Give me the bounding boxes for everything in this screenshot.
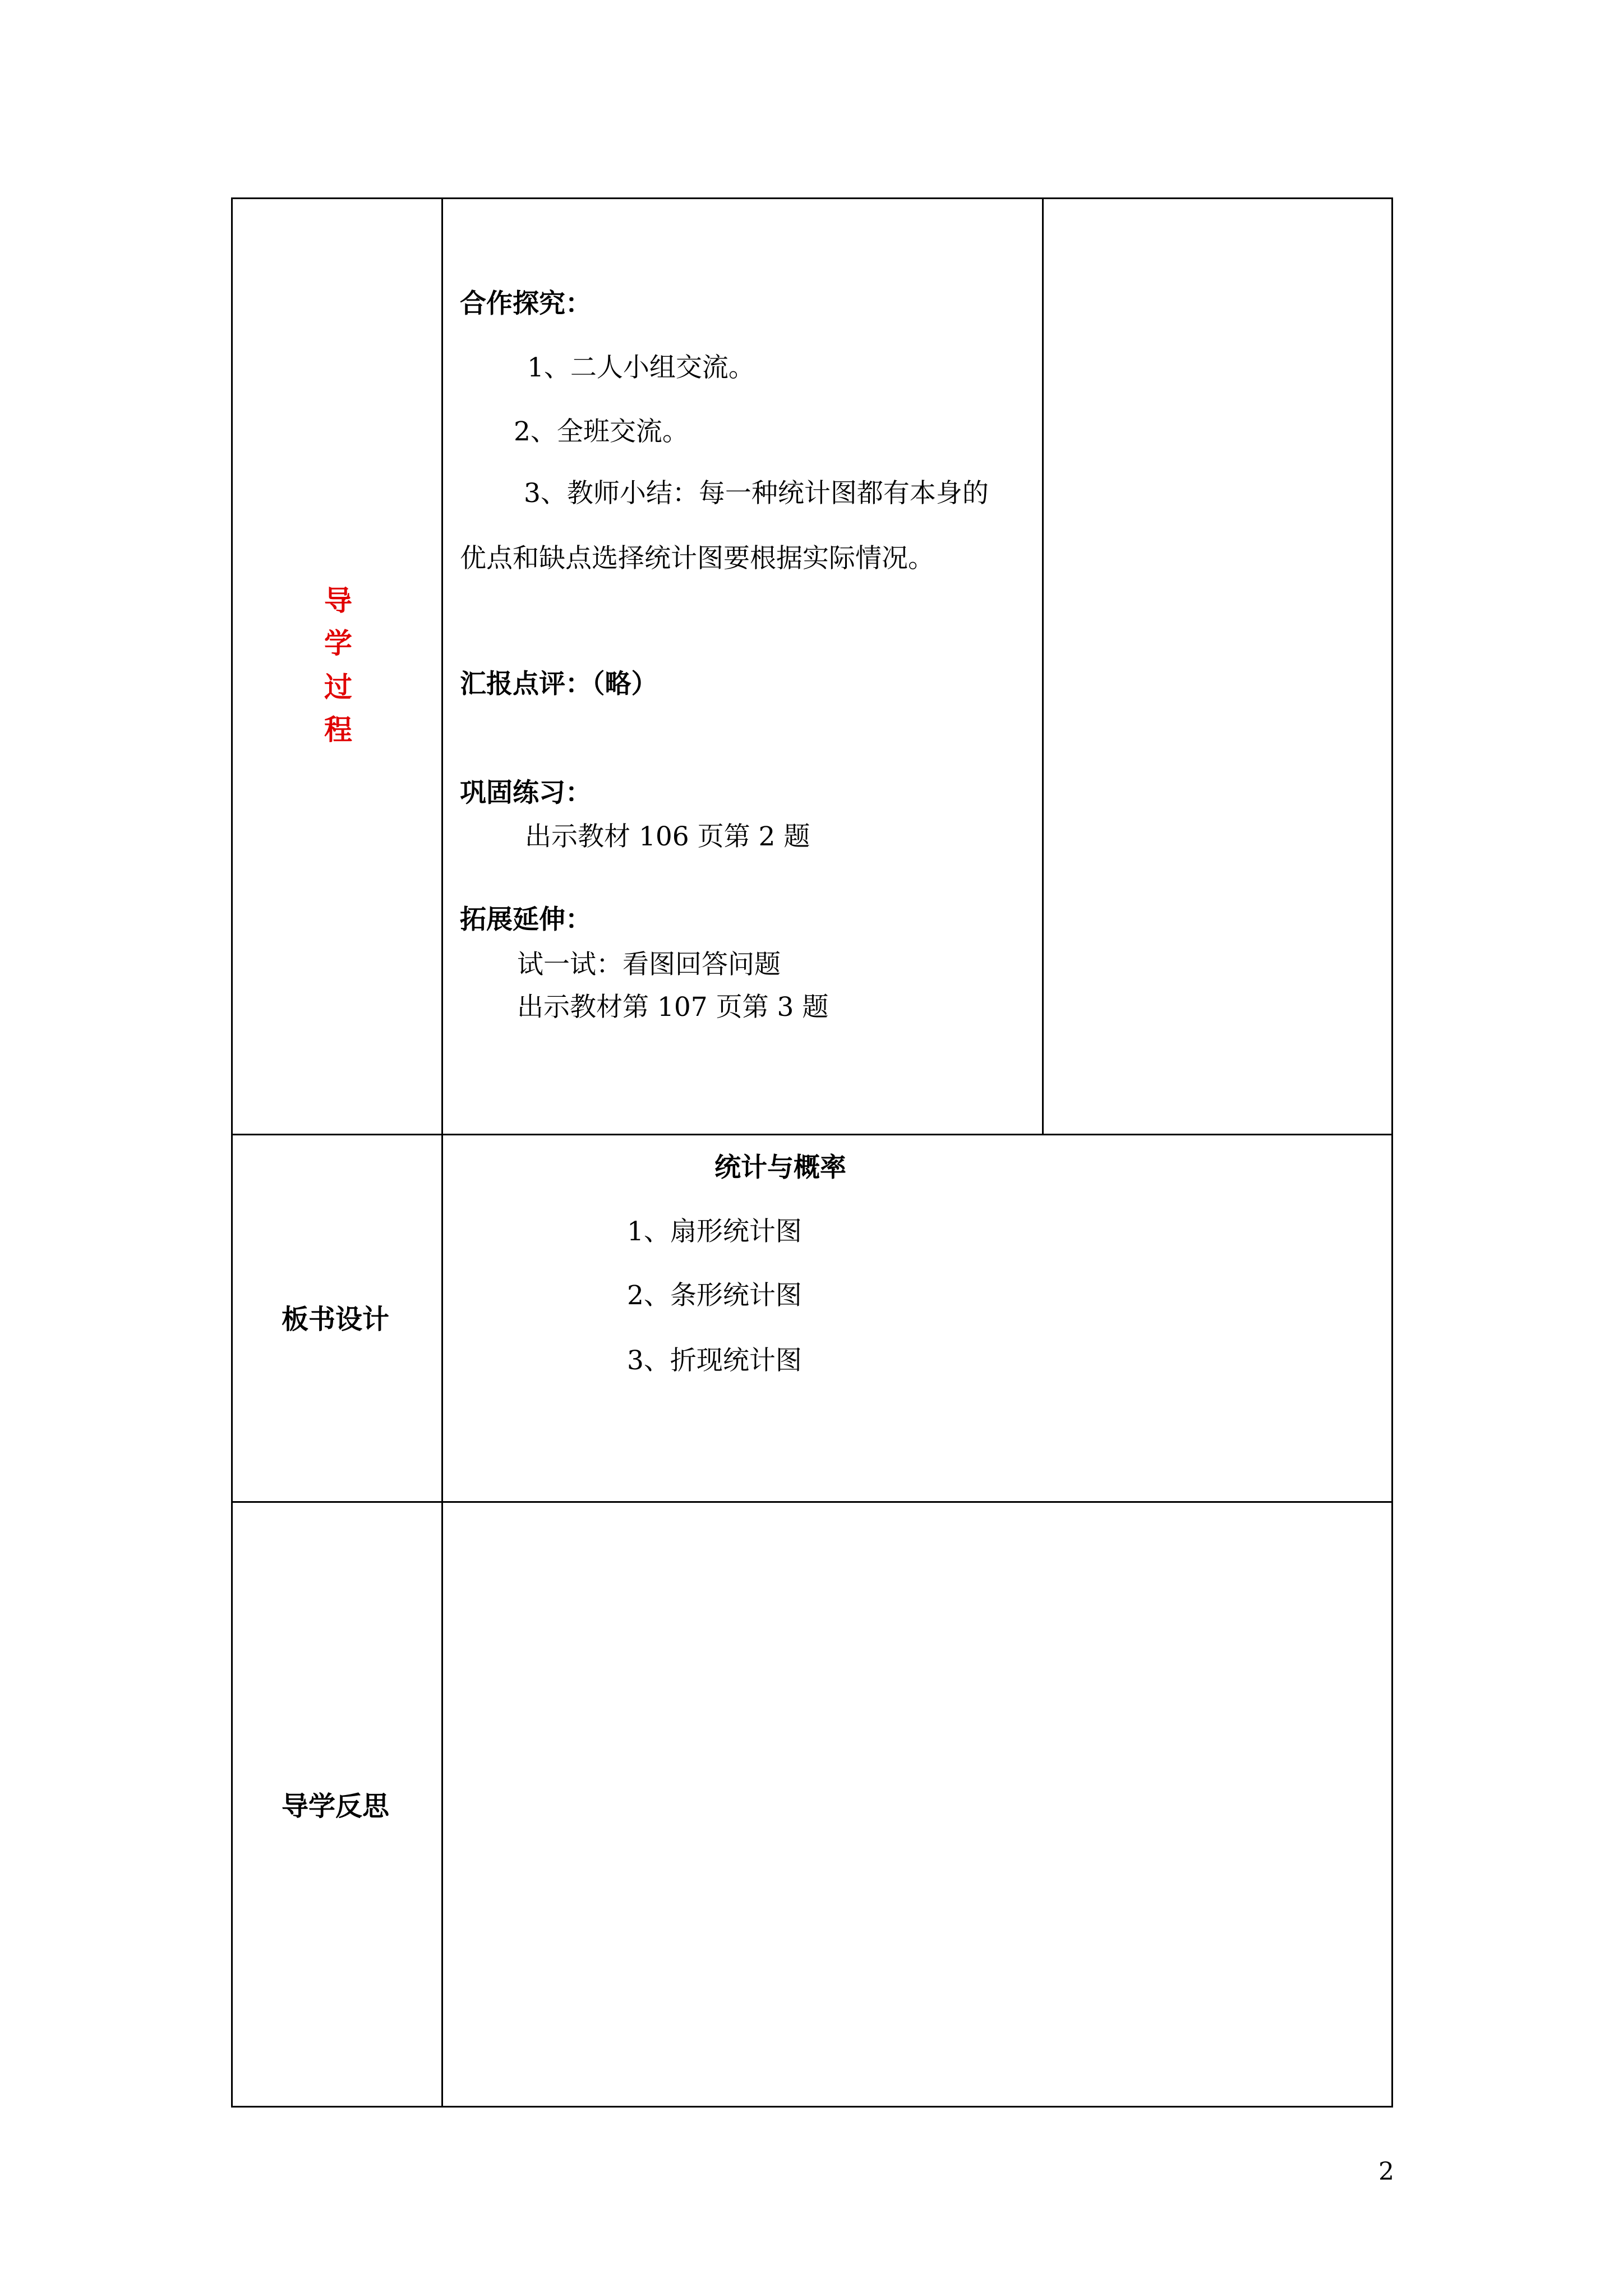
table-border-left — [231, 197, 233, 2108]
list-item: 3、教师小结：每一种统计图都有本身的 — [524, 478, 989, 509]
table-border-right — [1391, 197, 1393, 2108]
section-heading-extension: 拓展延伸： — [460, 904, 592, 935]
extension-line: 试一试：看图回答问题 — [517, 949, 781, 980]
table-row-divider-2 — [231, 1501, 1393, 1503]
table-border-bottom — [231, 2106, 1393, 2108]
reflection-label: 导学反思 — [282, 1791, 390, 1822]
table-row-divider-1 — [231, 1134, 1393, 1135]
table-column-divider-right — [1042, 197, 1044, 1135]
label-char: 导 — [324, 585, 352, 617]
table-column-divider — [441, 197, 443, 2108]
extension-line: 出示教材第 107 页第 3 题 — [517, 992, 829, 1023]
blackboard-title: 统计与概率 — [714, 1152, 846, 1183]
list-item: 2、全班交流。 — [514, 416, 689, 447]
blackboard-design-label: 板书设计 — [282, 1304, 390, 1335]
label-char: 过 — [324, 671, 352, 703]
blackboard-item: 2、条形统计图 — [627, 1280, 802, 1311]
section-heading-report-review: 汇报点评：（略） — [460, 669, 658, 700]
blackboard-item: 3、折现统计图 — [627, 1345, 802, 1376]
section-heading-cooperative-inquiry: 合作探究： — [460, 288, 592, 319]
section-heading-consolidation-practice: 巩固练习： — [460, 777, 592, 808]
list-item-continuation: 优点和缺点选择统计图要根据实际情况。 — [460, 543, 934, 574]
page-number: 2 — [1378, 2157, 1394, 2186]
blackboard-item: 1、扇形统计图 — [627, 1216, 802, 1247]
label-char: 学 — [324, 627, 352, 660]
table-border-top — [231, 197, 1393, 199]
list-item: 1、二人小组交流。 — [527, 352, 755, 383]
label-char: 程 — [324, 714, 352, 746]
practice-text: 出示教材 106 页第 2 题 — [525, 821, 810, 852]
